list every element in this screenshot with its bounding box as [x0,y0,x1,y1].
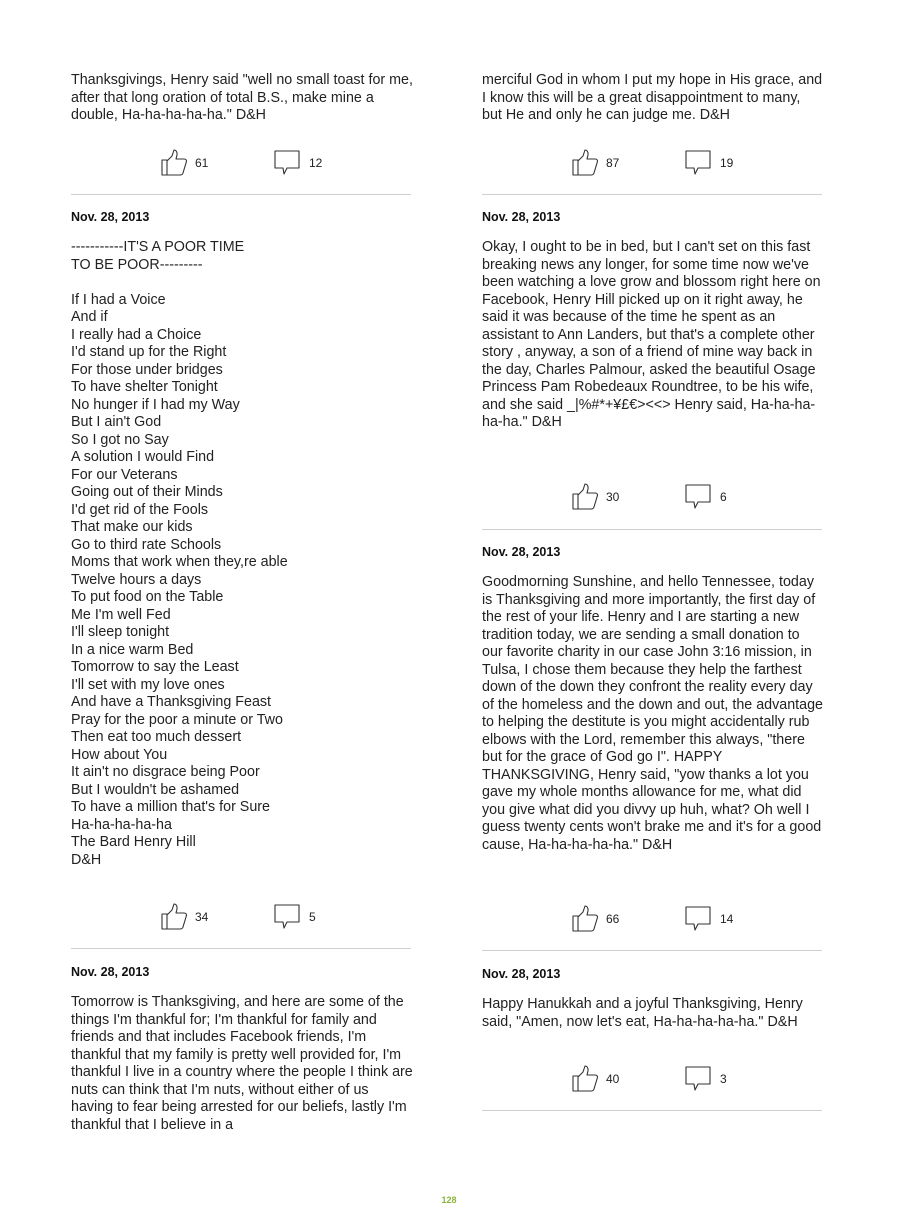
post-divider [71,194,411,195]
thumbs-up-icon[interactable] [571,1065,599,1093]
post-text: merciful God in whom I put my hope in His grace, and I know this will be a great disappointment to many, but He and only he can judge me. D&H [482,72,823,123]
comment-count: 5 [309,910,316,924]
comment-count: 6 [720,490,727,504]
comment-count: 3 [720,1072,727,1086]
like-count: 61 [195,156,209,170]
thumbs-up-icon[interactable] [160,149,188,177]
post-date: Nov. 28, 2013 [71,210,150,224]
post-text: Goodmorning Sunshine, and hello Tennessee, today is Thanksgiving and more importantly, the first day of the rest of your life. Henry and I are starting a new tradition today, we are sending a small donation to our favorite charity in our case John 3:16 mission, in Tulsa, I chose them because they help the farthest down of the down they confront the reality every day of the homeless and the down and out, the advantage to helping the destitute is you might accidentally rub elbows with the Lord, remember this always, "there but for the grace of God go I". HAPPY THANKSGIVING, Henry said, "yow thanks a lot you gave my whole months allowance for me, what did you give what did you divvy up huh, what? Oh well I guess twenty cents won't brake me and it's for a good cause, Ha-ha-ha-ha-ha." D&H [482,574,823,853]
post-actions [482,149,824,179]
page-number: 128 [441,1195,457,1205]
post-divider [482,529,822,530]
like-count: 87 [606,156,620,170]
speech-bubble-icon[interactable] [685,483,711,511]
post-divider [482,950,822,951]
post-actions [71,903,413,933]
comment-count: 12 [309,156,323,170]
post-date: Nov. 28, 2013 [71,965,150,979]
speech-bubble-icon[interactable] [274,903,300,931]
post-text: Tomorrow is Thanksgiving, and here are some of the things I'm thankful for; I'm thankful for family and friends and that includes Facebook friends, I'm thankful that my family is pretty well provided for, I'm thankful I live in a country where the people I think are nuts can think that I'm nuts, without either of us having to fear being arrested for our beliefs, lastly I'm thankful that I believe in a [71,994,413,1133]
like-count: 40 [606,1072,620,1086]
comment-count: 14 [720,912,734,926]
post-divider [482,1110,822,1111]
speech-bubble-icon[interactable] [274,149,300,177]
post-text: -----------IT'S A POOR TIME TO BE POOR--------- If I had a Voice And if I really had a Choice I'd stand up for the Right For those under bridges To have shelter Tonight No hunger if I had my Way But I ain't God So I got no Say A solution I would Find For our Veterans Going out of their Minds I'd get rid of the Fools That make our kids Go to third rate Schools Moms that work when they,re able Twelve hours a days To put food on the Table Me I'm well Fed I'll sleep tonight In a nice warm Bed Tomorrow to say the Least I'll set with my love ones And have a Thanksgiving Feast Pray for the poor a minute or Two Then eat too much dessert How about You It ain't no disgrace being Poor But I wouldn't be ashamed To have a million that's for Sure Ha-ha-ha-ha-ha The Bard Henry Hill D&H [71,239,288,868]
speech-bubble-icon[interactable] [685,1065,711,1093]
post-actions [71,149,413,179]
like-count: 66 [606,912,620,926]
post-date: Nov. 28, 2013 [482,545,561,559]
post-actions [482,1065,824,1095]
post-date: Nov. 28, 2013 [482,967,561,981]
comment-count: 19 [720,156,734,170]
post-text: Happy Hanukkah and a joyful Thanksgiving, Henry said, "Amen, now let's eat, Ha-ha-ha-ha-ha." D&H [482,996,803,1030]
thumbs-up-icon[interactable] [160,903,188,931]
speech-bubble-icon[interactable] [685,905,711,933]
post-text: Thanksgivings, Henry said "well no small toast for me, after that long oration of total B.S., make mine a double, Ha-ha-ha-ha-ha." D&H [71,72,413,123]
like-count: 34 [195,910,209,924]
thumbs-up-icon[interactable] [571,149,599,177]
post-actions [482,483,824,513]
post-text: Okay, I ought to be in bed, but I can't set on this fast breaking news any longer, for some time now we've been watching a love grow and blossom right here on Facebook, Henry Hill picked up on it right away, he said it was because of the time he spent as an assistant to Ann Landers, but that's a complete other story , anyway, a son of a friend of mine way back in the day, Charles Palmour, asked the beautiful Osage Princess Pam Robedeaux Roundtree, to be his wife, and she said _|%#*+¥£€><<> Henry said, Ha-ha-ha-ha-ha." D&H [482,239,821,430]
post-actions [482,905,824,935]
like-count: 30 [606,490,620,504]
speech-bubble-icon[interactable] [685,149,711,177]
post-date: Nov. 28, 2013 [482,210,561,224]
post-divider [71,948,411,949]
post-divider [482,194,822,195]
thumbs-up-icon[interactable] [571,905,599,933]
thumbs-up-icon[interactable] [571,483,599,511]
